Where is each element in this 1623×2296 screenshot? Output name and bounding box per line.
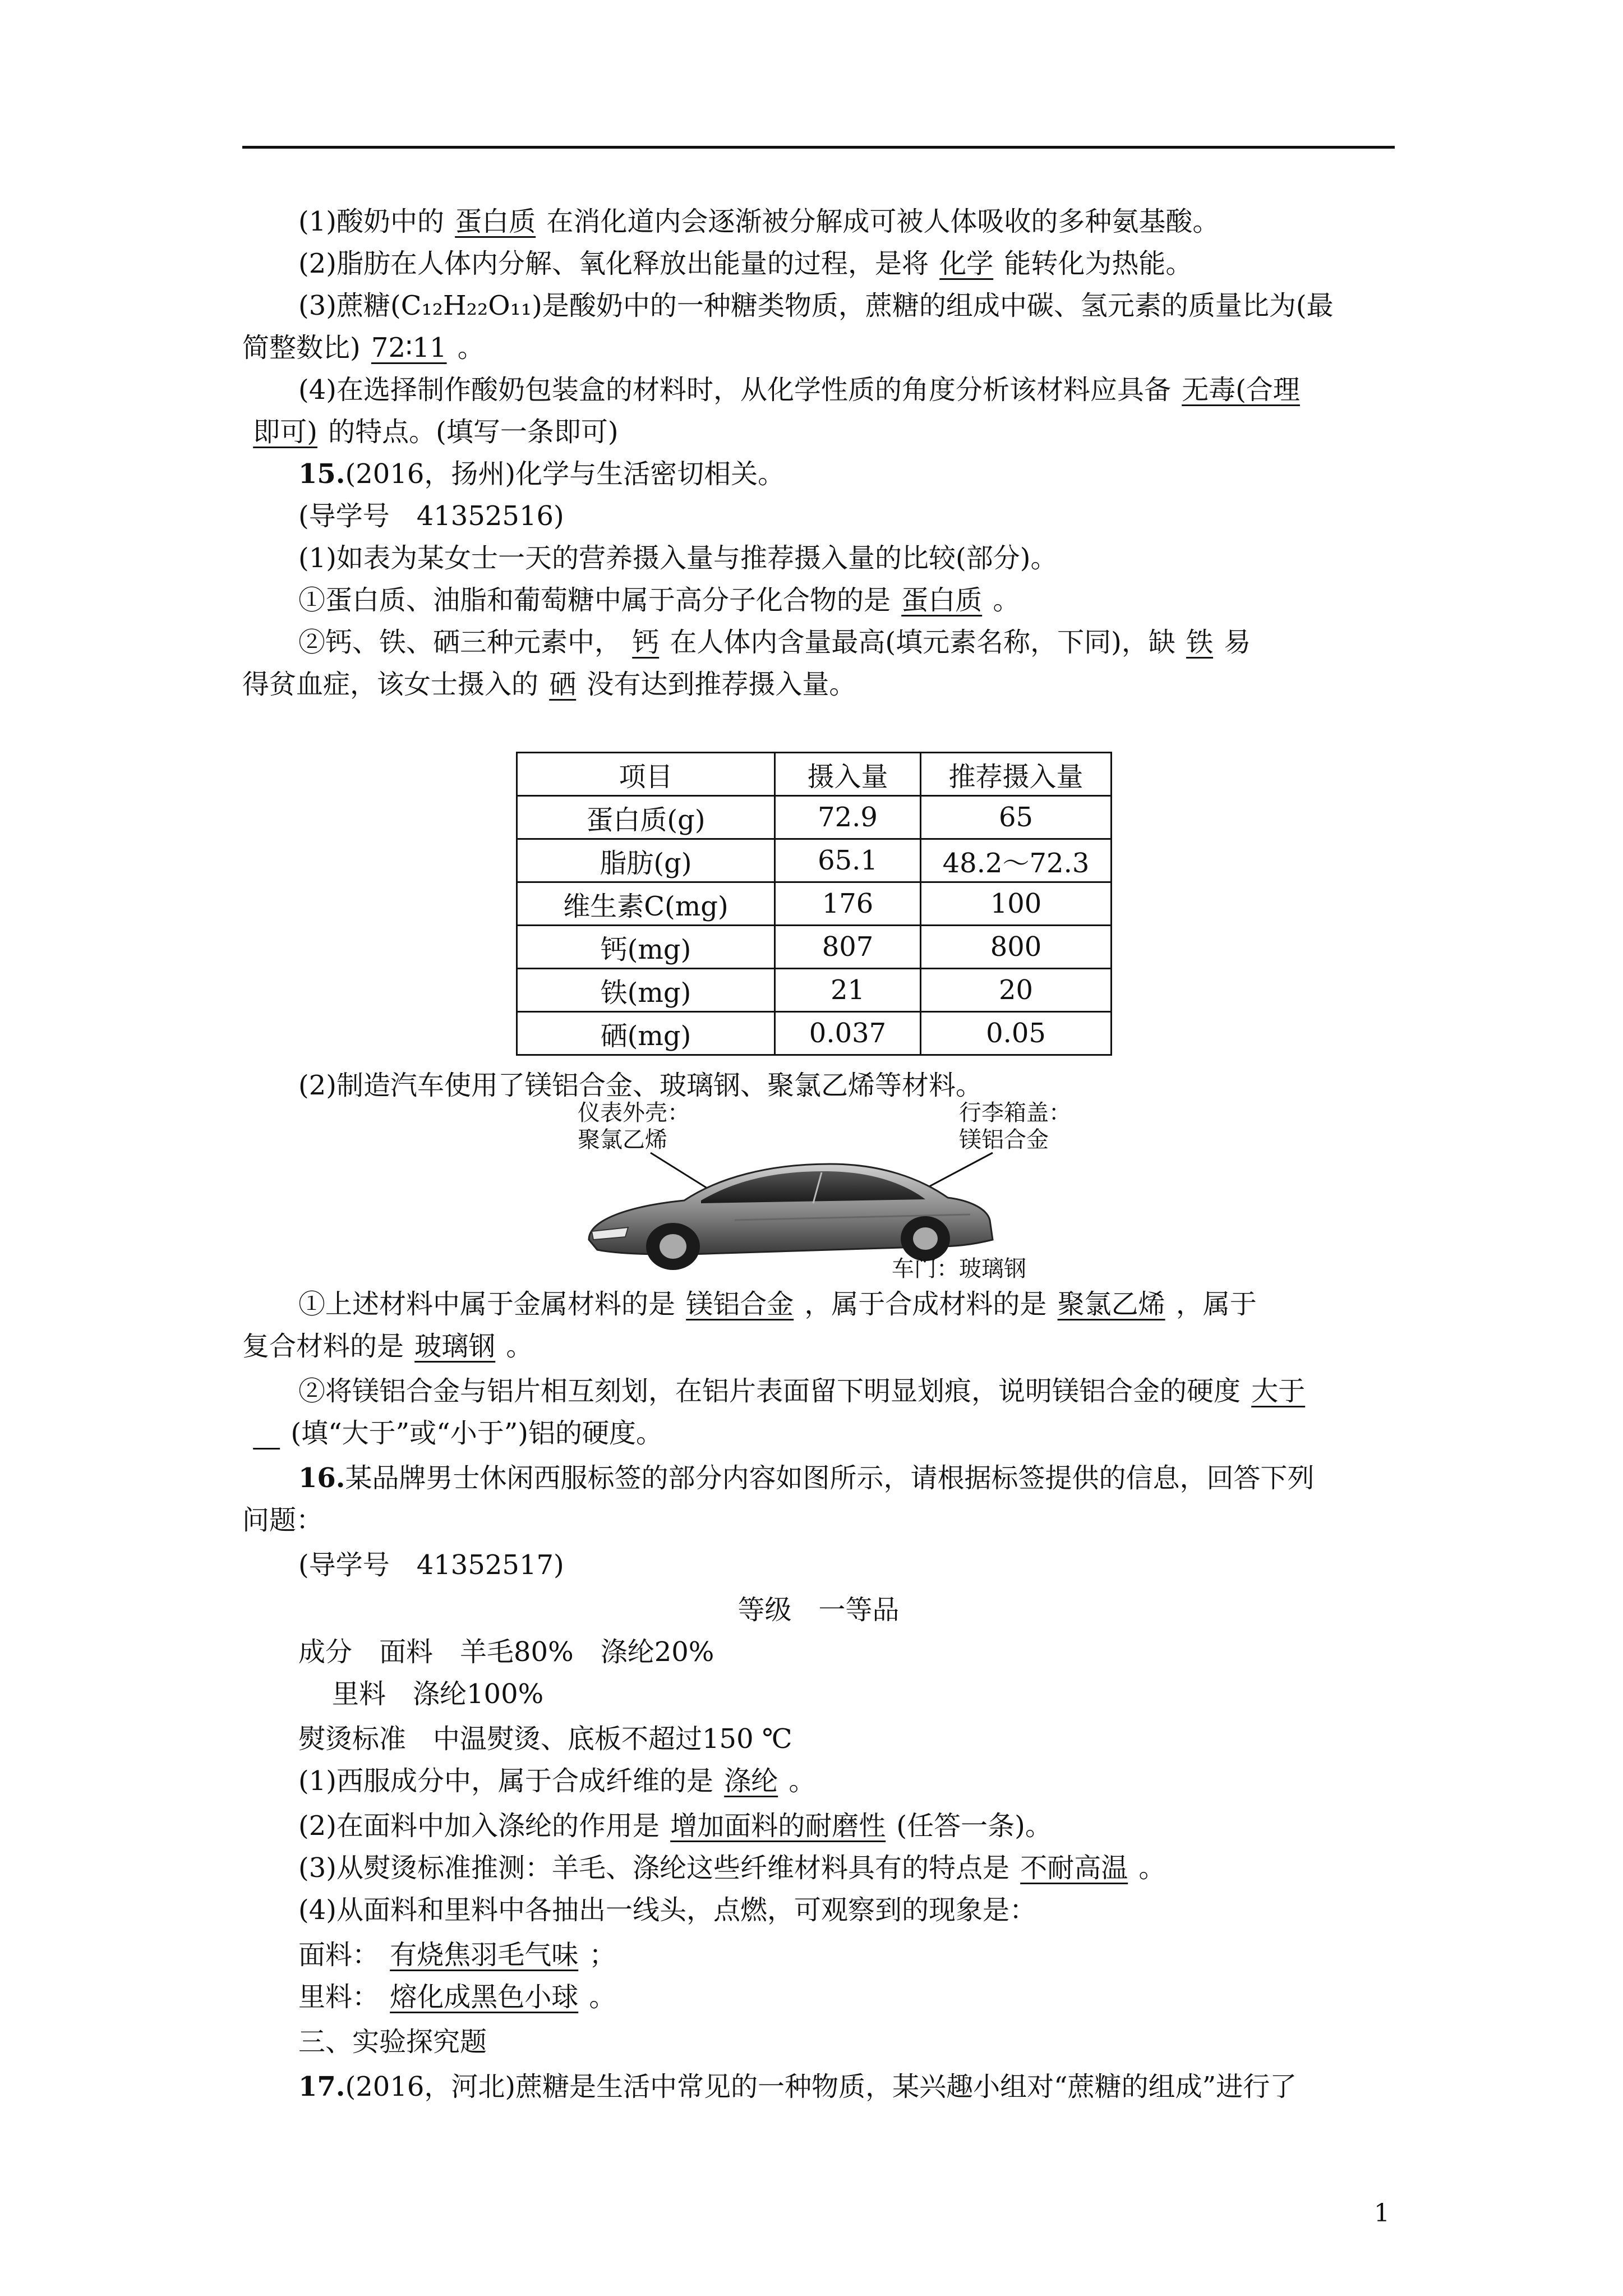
text: 没有达到推荐摄入量。 [587,669,856,700]
q15-part2b [242,1369,1395,1414]
q14-part1 [242,199,1395,244]
q15-part1b-cont [242,662,1395,707]
answer-blank: 蛋白质 [901,585,983,616]
answer-blank: 玻璃钢 [414,1331,496,1362]
column-header: 摄入量 [775,753,921,796]
answer-blank: 无毒(合理 [1182,374,1300,406]
question-number: 16. [298,1462,345,1494]
table-cell: 蛋白质(g) [517,796,775,839]
label-line: 镁铝合金 [959,1127,1049,1153]
text: (4)从面料和里料中各抽出一线头，点燃，可观察到的现象是： [298,1894,1036,1926]
label-composition [242,1630,1395,1674]
q14-part3 [242,283,1395,328]
q16-stem [242,1456,1395,1501]
text: 三、实验探究题 [298,2026,487,2058]
header-rule [242,146,1395,149]
answer-blank: 铁 [1186,627,1214,658]
table-cell: 65.1 [775,839,921,882]
table-cell: 铁(mg) [517,969,775,1012]
text: 。 [457,332,485,364]
table-cell: 维生素C(mg) [517,882,775,926]
nutrition-table [516,752,1112,1056]
q16-part4a [242,1932,1395,1977]
answer-blank: 镁铝合金 [686,1289,794,1320]
text: (2)在面料中加入涤纶的作用是 [298,1810,660,1842]
q14-part4 [242,367,1395,412]
table-header-row [517,753,1112,796]
text: 的特点。(填写一条即可) [328,416,619,448]
figure-label-door: 车门：玻璃钢 [892,1256,1026,1282]
text: 能转化为热能。 [1004,248,1193,279]
table-cell: 钙(mg) [517,926,775,969]
car-figure [566,1099,1094,1285]
text: 。 [789,1765,816,1797]
answer-blank: 涤纶 [724,1765,778,1797]
text: 里料 涤纶100% [332,1678,544,1710]
table-cell: 100 [921,882,1112,926]
q16-part4b [242,1975,1395,2019]
answer-blank: 熔化成黑色小球 [390,1981,579,2013]
text: (1)西服成分中，属于合成纤维的是 [298,1765,713,1797]
table-cell: 72.9 [775,796,921,839]
page-number: 1 [1374,2199,1390,2228]
text: 。 [589,1981,616,2013]
answer-blank: 有烧焦羽毛气味 [390,1939,579,1971]
q16-part3 [242,1846,1395,1890]
answer-blank: 化学 [939,248,994,279]
text: (3)从熨烫标准推测：羊毛、涤纶这些纤维材料具有的特点是 [298,1852,1009,1884]
table-cell: 48.2～72.3 [921,839,1112,882]
text: 等级 一等品 [737,1594,900,1626]
table-cell: 20 [921,969,1112,1012]
text: 里料： [298,1981,380,2013]
table-row [517,1012,1112,1055]
answer-blank: 即可) [253,416,317,448]
text: 在人体内含量最高(填元素名称，下同)，缺 [670,627,1175,658]
table-cell: 0.037 [775,1012,921,1055]
text: (2016，河北)蔗糖是生活中常见的一种物质，某兴趣小组对“蔗糖的组成”进行了 [345,2071,1297,2102]
column-header: 推荐摄入量 [921,753,1112,796]
answer-blank-tail [242,1418,291,1449]
answer-blank: 大于 [1251,1375,1306,1407]
text: (任答一条)。 [896,1810,1052,1842]
label-ironing [242,1717,1395,1761]
text: (1)酸奶中的 [298,206,444,237]
answer-blank: 聚氯乙烯 [1057,1289,1165,1320]
table-row [517,882,1112,926]
q16-part1 [242,1759,1395,1803]
guide-number: (导学号 41352517) [298,1549,564,1581]
text: 问题： [242,1504,324,1536]
text: 某品牌男士休闲西服标签的部分内容如图所示，请根据标签提供的信息，回答下列 [345,1462,1315,1494]
text: (3)蔗糖(C₁₂H₂₂O₁₁)是酸奶中的一种糖类物质，蔗糖的组成中碳、氢元素的质量比为(最 [298,290,1334,321]
text: ，属于 [1175,1289,1257,1320]
guide-number: (导学号 41352516) [298,500,564,532]
table-cell: 800 [921,926,1112,969]
table-cell: 脂肪(g) [517,839,775,882]
q15-part2a-cont [242,1324,1395,1369]
label-line: 聚氯乙烯 [578,1127,667,1153]
table-row [517,839,1112,882]
q14-part3-cont [242,325,1395,370]
text: ①上述材料中属于金属材料的是 [298,1289,676,1320]
q15-guide [242,494,1395,539]
text: 易 [1224,627,1251,658]
table-row [517,796,1112,839]
text: 在消化道内会逐渐被分解成可被人体吸收的多种氨基酸。 [546,206,1220,237]
text: 。 [993,585,1020,616]
answer-blank: 硒 [549,669,577,700]
q15-stem [242,452,1395,496]
text: ②钙、铁、硒三种元素中， [298,627,622,658]
text: ①蛋白质、油脂和葡萄糖中属于高分子化合物的是 [298,585,891,616]
text: 得贫血症，该女士摄入的 [242,669,539,700]
label-lining [242,1672,1395,1717]
table-row [517,969,1112,1012]
table-cell: 65 [921,796,1112,839]
table-cell: 176 [775,882,921,926]
table-cell: 21 [775,969,921,1012]
table-cell: 硒(mg) [517,1012,775,1055]
answer-blank: 72∶11 [371,332,447,364]
label-line: 行李箱盖： [959,1100,1071,1126]
text: 复合材料的是 [242,1331,404,1362]
q17-stem [242,2064,1395,2109]
q14-part2 [242,241,1395,286]
answer-blank: 钙 [632,627,660,658]
table-cell: 807 [775,926,921,969]
q15-part2b-cont [242,1411,1395,1456]
section-heading [242,2019,1395,2064]
text: (填“大于”或“小于”)铝的硬度。 [291,1418,663,1449]
answer-blank: 不耐高温 [1020,1852,1128,1884]
text: 面料： [298,1939,380,1971]
answer-blank: 增加面料的耐磨性 [670,1810,886,1842]
q16-stem-cont [242,1498,1395,1543]
text: (2)制造汽车使用了镁铝合金、玻璃钢、聚氯乙烯等材料。 [298,1070,983,1101]
text: 熨烫标准 中温熨烫、底板不超过150 ℃ [298,1723,792,1755]
text: (2)脂肪在人体内分解、氧化释放出能量的过程，是将 [298,248,929,279]
text: 。 [506,1331,533,1362]
q15-part1b [242,620,1395,665]
q14-part4-cont [242,409,1395,454]
q15-part1 [242,536,1395,581]
answer-blank: 蛋白质 [455,206,536,237]
text: 成分 面料 羊毛80% 涤纶20% [298,1636,714,1668]
table-row [517,926,1112,969]
question-number: 17. [298,2071,345,2102]
label-line: 仪表外壳： [578,1100,690,1126]
text: 。 [1138,1852,1166,1884]
q16-guide [242,1543,1395,1588]
text: ； [589,1939,616,1971]
text: (1)如表为某女士一天的营养摄入量与推荐摄入量的比较(部分)。 [298,542,1058,574]
text: 简整数比) [242,332,361,364]
text: (2016，扬州)化学与生活密切相关。 [345,458,785,490]
q16-part2 [242,1803,1395,1848]
question-number: 15. [298,458,345,490]
column-header: 项目 [517,753,775,796]
q15-part2a [242,1282,1395,1327]
q15-part1a [242,578,1395,623]
q16-part4 [242,1888,1395,1932]
label-grade [242,1588,1395,1632]
table-cell: 0.05 [921,1012,1112,1055]
text: (4)在选择制作酸奶包装盒的材料时，从化学性质的角度分析该材料应具备 [298,374,1171,406]
text: ，属于合成材料的是 [804,1289,1047,1320]
text: ②将镁铝合金与铝片相互刻划，在铝片表面留下明显划痕，说明镁铝合金的硬度 [298,1375,1241,1407]
